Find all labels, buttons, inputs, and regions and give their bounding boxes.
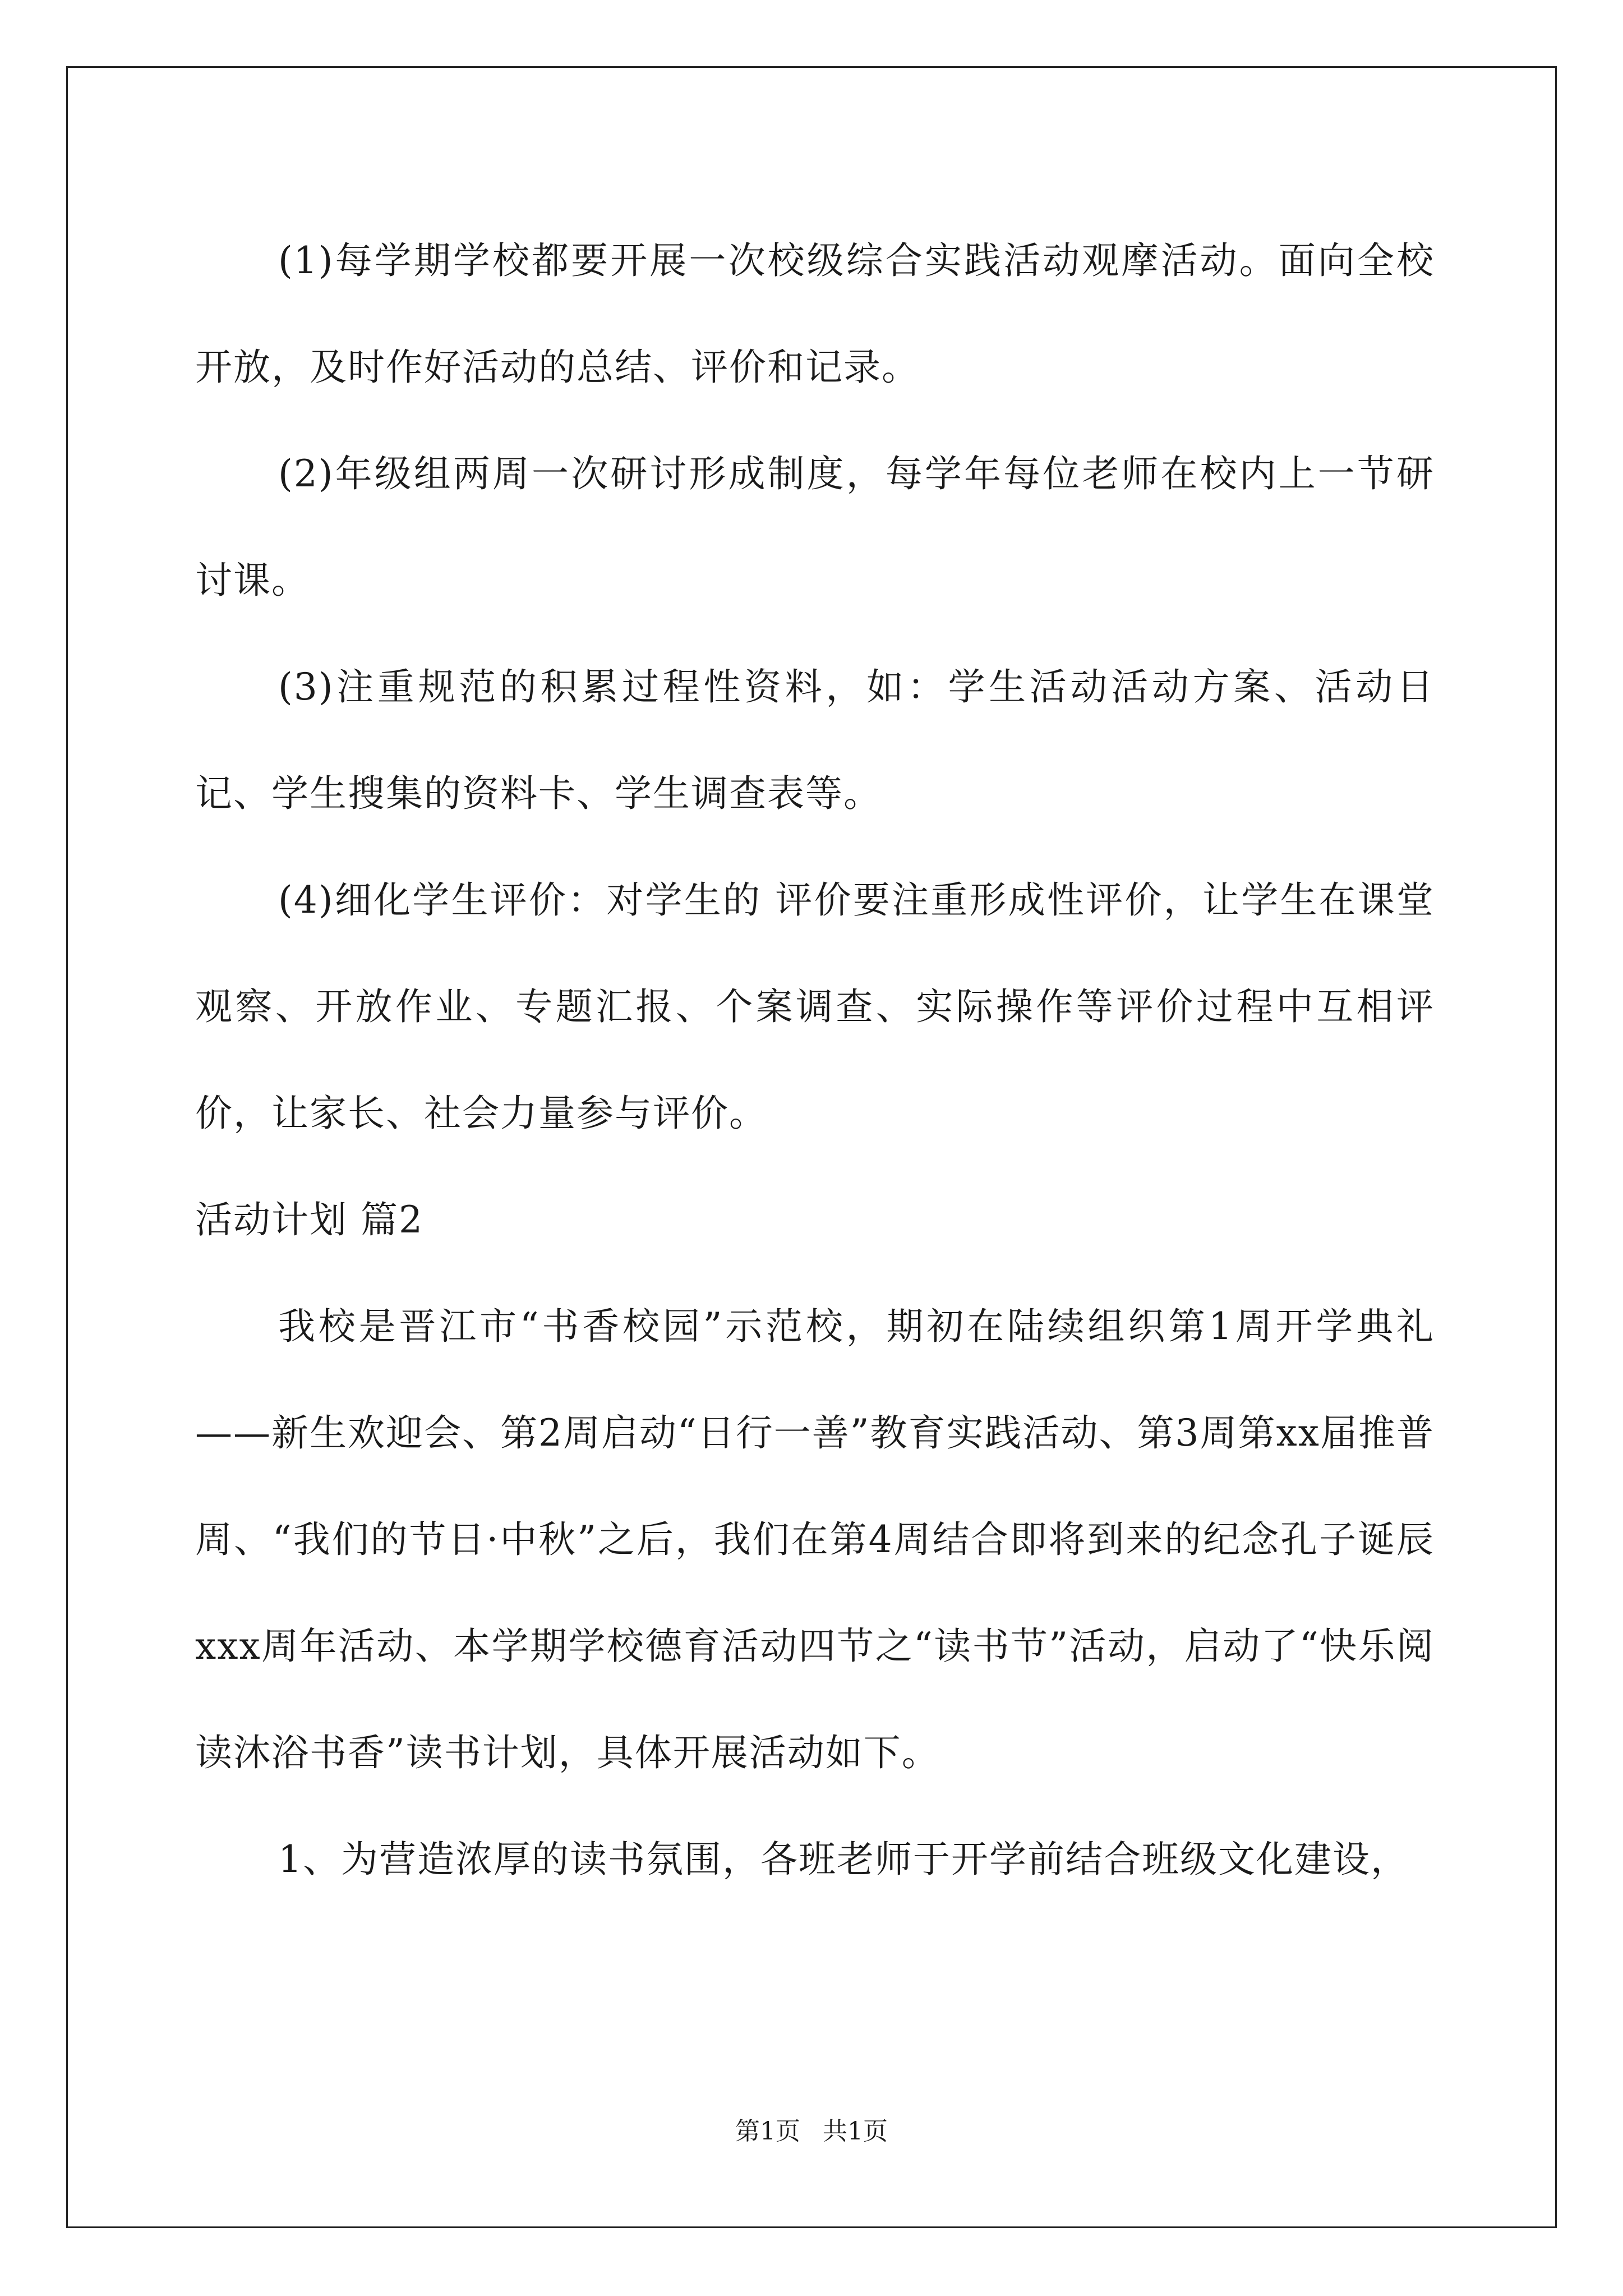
paragraph-5: 我校是晋江市“书香校园”示范校，期初在陆续组织第1周开学典礼——新生欢迎会、第2周启动“日行一善”教育实践活动、第3周第xx届推普周、“我们的节日·中秋”之后，我们在第4周结合即将到来的纪念孔子诞辰xxx周年活动、本学期学校德育活动四节之“读书节”活动，启动了“快乐阅读沐浴书香”读书计划，具体开展活动如下。 [195, 1305, 1435, 1774]
paragraph-4: (4)细化学生评价：对学生的 评价要注重形成性评价，让学生在课堂观察、开放作业、专题汇报、个案调查、实际操作等评价过程中互相评价，让家长、社会力量参与评价。 [195, 878, 1435, 1135]
page-number: 第1页 [735, 2117, 800, 2146]
section-heading: 活动计划 篇2 [195, 1198, 423, 1241]
paragraph-1: (1)每学期学校都要开展一次校级综合实践活动观摩活动。面向全校开放，及时作好活动的总结、评价和记录。 [195, 239, 1435, 389]
page-footer [0, 2115, 1623, 2148]
page-total: 共1页 [823, 2117, 888, 2146]
paragraph-2: (2)年级组两周一次研讨形成制度，每学年每位老师在校内上一节研讨课。 [195, 452, 1435, 602]
paragraph-6: 1、为营造浓厚的读书氛围，各班老师于开学前结合班级文化建设， [278, 1838, 1409, 1881]
document-body [195, 208, 1435, 1913]
paragraph-3: (3)注重规范的积累过程性资料，如：学生活动活动方案、活动日记、学生搜集的资料卡、学生调查表等。 [195, 665, 1435, 815]
